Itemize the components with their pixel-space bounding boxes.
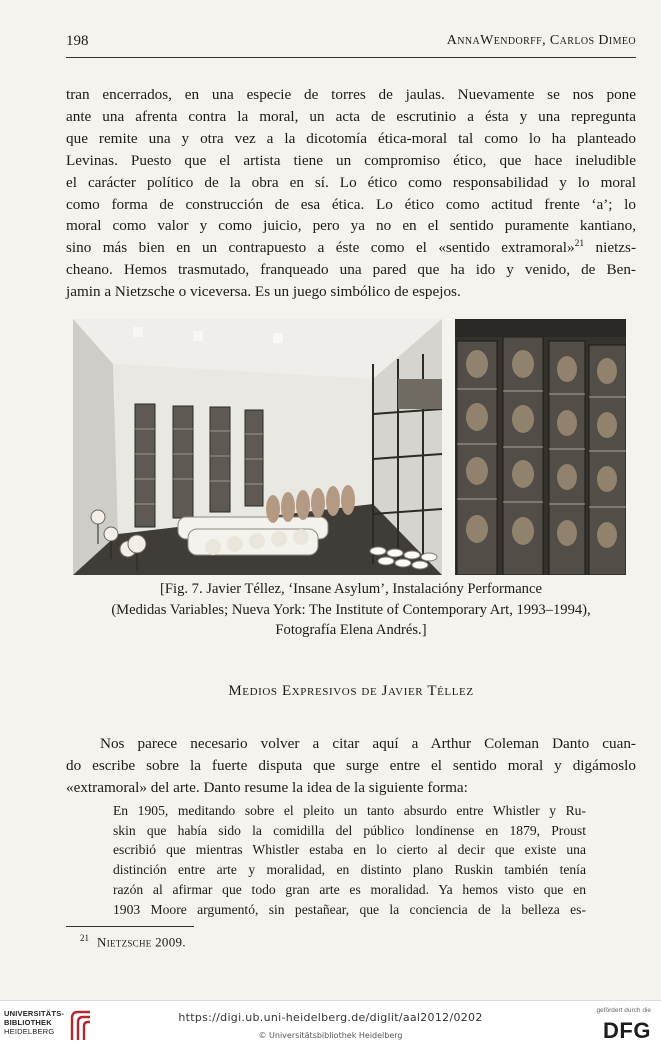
text-line-with-ref bbox=[66, 237, 636, 259]
digitization-footer bbox=[0, 1000, 661, 1049]
figure-7 bbox=[73, 319, 626, 575]
footnote-text: Nietzsche 2009. bbox=[97, 934, 186, 950]
funder-badge[interactable] bbox=[581, 1007, 651, 1045]
text-line: Levinas. Puesto que el artista tiene un compromiso ético, que hace ineludible bbox=[66, 151, 636, 169]
body-paragraph-1 bbox=[66, 84, 636, 303]
installation-room-photo bbox=[73, 319, 442, 575]
caption-line: (Medidas Variables; Nueva York: The Institute of Contemporary Art, 1993–1994), bbox=[111, 601, 591, 618]
text-line: ante una afrenta contra la moral, un acta de escrutinio a ésta y una repregunta bbox=[66, 107, 636, 125]
library-line: HEIDELBERG bbox=[4, 1027, 55, 1036]
text-line: como forma de construcción de esa ética. Lo ético como actitud frente ‘a’; lo bbox=[66, 195, 636, 213]
text-segment: sino más bien en un contrapuesto a éste como el «sentido extramoral» bbox=[66, 239, 575, 257]
text-line: do escribe sobre la fuerte disputa que surge entre el sentido moral y digámoslo bbox=[66, 756, 636, 774]
header-rule bbox=[66, 57, 636, 58]
footnote-rule bbox=[66, 926, 194, 927]
text-segment: nietzs- bbox=[584, 239, 636, 257]
block-quote bbox=[113, 801, 586, 919]
text-line: el carácter político de la obra en sí. Lo ético como responsabilidad y lo moral bbox=[66, 173, 636, 191]
quote-line: skin que había sido la comidilla del público londinense en 1879, Proust bbox=[113, 822, 586, 838]
footnote-reference[interactable]: 21 bbox=[574, 239, 585, 250]
running-head: AnnaWendorff, Carlos Dimeo bbox=[446, 33, 636, 48]
quote-line: escribió que mientras Whistler estaba en lo cierto al decir que existe una bbox=[113, 842, 586, 858]
figure-caption bbox=[66, 579, 636, 641]
caption-line: Fotografía Elena Andrés.] bbox=[275, 622, 427, 638]
text-line: cheano. Hemos trasmutado, franqueado una pared que ha ido y venido, de Ben- bbox=[66, 261, 636, 279]
text-line: jamin a Nietzsche o viceversa. Es un juego simbólico de espejos. bbox=[66, 283, 461, 301]
quote-line: En 1905, meditando sobre el pleito un tanto absurdo entre Whistler y Ru- bbox=[113, 803, 586, 818]
body-paragraph-2 bbox=[66, 733, 636, 799]
text-line: Nos parece necesario volver a citar aquí a Arthur Coleman Danto cuan- bbox=[100, 735, 636, 752]
quote-line: razón al afirmar que todo gran arte es moralidad. Ya hemos visto que en bbox=[113, 881, 586, 897]
text-line: que remite una y otra vez a la dicotomía ética-moral tal como lo ha planteado bbox=[66, 129, 636, 147]
quote-line: distinción entre arte y moralidad, en distinto plano Ruskin también tenía bbox=[113, 862, 586, 878]
library-line: BIBLIOTHEK bbox=[4, 1018, 52, 1027]
footnote bbox=[80, 933, 186, 950]
page-header bbox=[66, 33, 636, 57]
dfg-logo: DFG bbox=[603, 1018, 651, 1043]
text-line: tran encerrados, en una especie de torres de jaulas. Nuevamente se nos pone bbox=[66, 86, 636, 103]
source-url-link[interactable]: https://digi.ub.uni-heidelberg.de/diglit/aal2012/0202 bbox=[178, 1011, 483, 1024]
copyright-notice: © Universitätsbibliothek Heidelberg bbox=[258, 1031, 403, 1040]
funder-note: gefördert durch die bbox=[596, 1007, 651, 1014]
library-line: UNIVERSITÄTS- bbox=[4, 1009, 65, 1018]
footnote-number: 21 bbox=[80, 933, 89, 943]
text-line: «extramoral» del arte. Danto resume la idea de la siguiente forma: bbox=[66, 778, 468, 796]
section-heading: Medios Expresivos de Javier Téllez bbox=[228, 683, 474, 699]
text-line: moral como valor y como juicio, pero ya no en el sentido puramente kantiano, bbox=[66, 217, 636, 235]
caption-line: [Fig. 7. Javier Téllez, ‘Insane Asylum’, Instalacióny Performance bbox=[160, 581, 542, 597]
quote-line: 1903 Moore argumentó, sin pestañear, que la conciencia de la belleza es- bbox=[113, 901, 586, 917]
cage-towers-photo bbox=[455, 319, 626, 575]
page-number: 198 bbox=[66, 33, 89, 49]
